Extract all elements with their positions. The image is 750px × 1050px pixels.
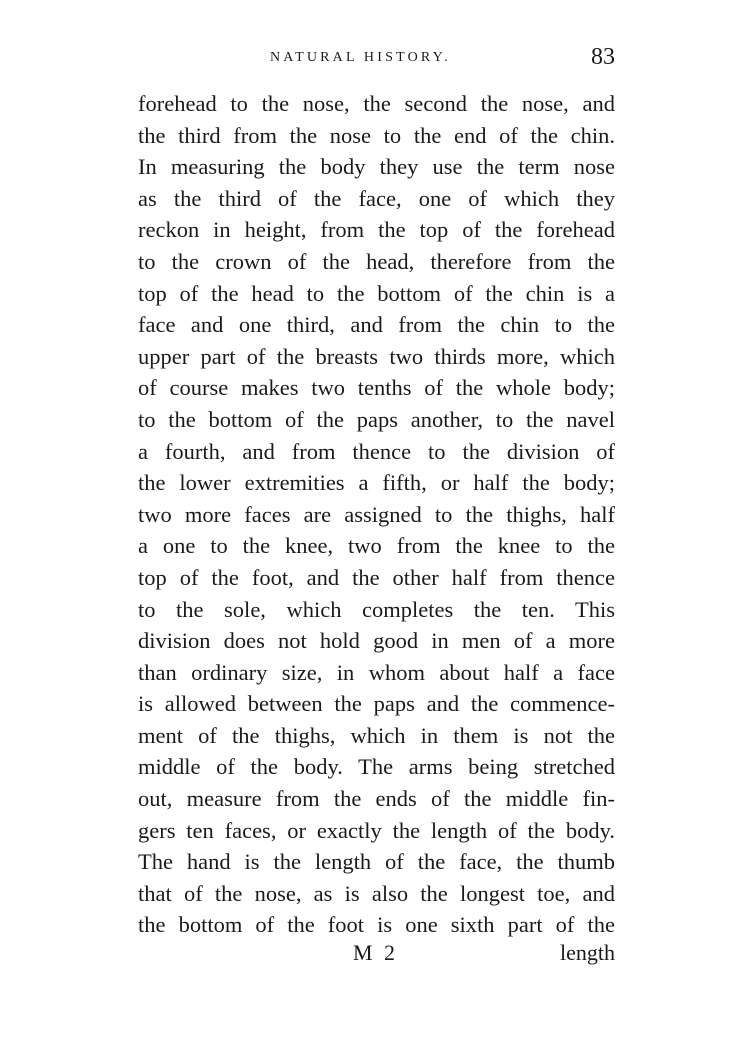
running-title: NATURAL HISTORY. <box>270 50 451 65</box>
text-line: a one to the knee, two from the knee to the <box>138 533 615 559</box>
text-line: face and one third, and from the chin to the <box>138 312 615 338</box>
text-line: ment of the thighs, which in them is not the <box>138 722 615 748</box>
text-line: forehead to the nose, the second the nose, and <box>138 91 615 116</box>
text-line: In measuring the body they use the term nose <box>138 154 615 180</box>
text-line: upper part of the breasts two thirds more, which <box>138 343 615 369</box>
running-head <box>270 44 615 74</box>
text-line: to the sole, which completes the ten. This <box>138 596 615 622</box>
text-line: division does not hold good in men of a more <box>138 628 615 654</box>
text-line: that of the nose, as is also the longest toe, and <box>138 880 615 906</box>
text-line: The hand is the length of the face, the thumb <box>138 849 615 875</box>
text-line: the third from the nose to the end of the chin. <box>138 122 615 148</box>
text-line: the bottom of the foot is one sixth part of the <box>138 912 615 938</box>
text-line: as the third of the face, one of which they <box>138 185 615 211</box>
text-line: of course makes two tenths of the whole body; <box>138 375 615 401</box>
catchword: length <box>560 940 615 965</box>
text-line: a fourth, and from thence to the division of <box>138 438 615 464</box>
text-line: middle of the body. The arms being stretched <box>138 754 615 780</box>
text-line: to the crown of the head, therefore from the <box>138 248 615 274</box>
text-line: gers ten faces, or exactly the length of the body. <box>138 817 615 843</box>
text-line: the lower extremities a fifth, or half the body; <box>138 470 615 496</box>
text-line: top of the foot, and the other half from thence <box>138 564 615 590</box>
text-line: than ordinary size, in whom about half a face <box>138 659 615 685</box>
text-line: is allowed between the paps and the commence- <box>138 691 615 717</box>
text-line: to the bottom of the paps another, to the navel <box>138 406 615 432</box>
text-line: two more faces are assigned to the thighs, half <box>138 501 615 527</box>
signature-mark: M 2 <box>353 940 399 965</box>
page-number: 83 <box>591 44 615 70</box>
text-line: out, measure from the ends of the middle fin- <box>138 786 615 812</box>
text-line: reckon in height, from the top of the forehead <box>138 217 615 243</box>
page-footer <box>138 940 615 972</box>
body-text <box>138 88 615 941</box>
text-line: top of the head to the bottom of the chin is a <box>138 280 615 306</box>
